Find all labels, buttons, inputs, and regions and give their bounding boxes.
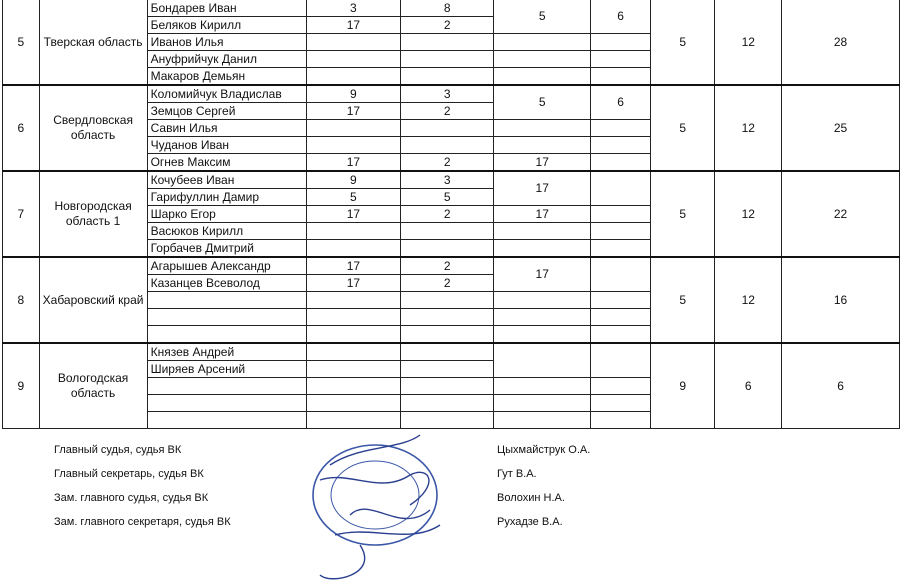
result-c [494, 223, 591, 240]
result-d [591, 137, 651, 154]
result-c [494, 309, 591, 326]
result-b [401, 240, 494, 258]
team-total: 16 [782, 257, 900, 343]
athlete-name: Князев Андрей [147, 343, 306, 361]
results-table [2, 0, 900, 429]
athlete-name: Савин Илья [147, 120, 306, 137]
team-number: 5 [3, 0, 40, 85]
result-a [306, 68, 401, 86]
athlete-name: Ануфрийчук Данил [147, 51, 306, 68]
result-b: 2 [401, 206, 494, 223]
stamp-outer-ring [313, 445, 437, 545]
athlete-name: Коломийчук Владислав [147, 85, 306, 103]
result-c [494, 412, 591, 429]
result-b [401, 309, 494, 326]
result-c [494, 120, 591, 137]
athlete-name: Гарифуллин Дамир [147, 189, 306, 206]
result-c [494, 343, 591, 378]
team-number: 6 [3, 85, 40, 171]
signature-roles [54, 438, 231, 534]
result-a: 17 [306, 154, 401, 172]
result-d [591, 240, 651, 258]
table-row [3, 0, 900, 17]
result-a: 17 [306, 17, 401, 34]
athlete-name [147, 309, 306, 326]
result-d [591, 378, 651, 395]
result-d [591, 51, 651, 68]
team-number: 7 [3, 171, 40, 257]
result-a [306, 223, 401, 240]
result-a: 17 [306, 257, 401, 275]
result-b [401, 223, 494, 240]
result-d [591, 395, 651, 412]
result-c [494, 137, 591, 154]
role-deputy-secretary: Зам. главного секретаря, судья ВК [54, 516, 231, 528]
result-d [591, 34, 651, 51]
team-score: 12 [715, 171, 782, 257]
result-b: 2 [401, 275, 494, 292]
result-a: 5 [306, 189, 401, 206]
result-d [591, 171, 651, 206]
result-b: 2 [401, 103, 494, 120]
result-b: 2 [401, 257, 494, 275]
result-a: 3 [306, 0, 401, 17]
signature-names [497, 438, 590, 534]
result-b [401, 361, 494, 378]
team-score: 6 [715, 343, 782, 429]
result-d [591, 309, 651, 326]
result-c: 5 [494, 0, 591, 34]
result-c: 17 [494, 171, 591, 206]
result-c [494, 51, 591, 68]
team-total: 22 [782, 171, 900, 257]
result-a [306, 309, 401, 326]
result-a [306, 395, 401, 412]
athlete-name: Беляков Кирилл [147, 17, 306, 34]
result-b [401, 378, 494, 395]
name-deputy-secretary: Рухадзе В.А. [497, 516, 563, 528]
team-region: Вологодская область [39, 343, 147, 429]
team-score: 12 [715, 0, 782, 85]
result-b: 2 [401, 17, 494, 34]
result-b: 8 [401, 0, 494, 17]
athlete-name: Бондарев Иван [147, 0, 306, 17]
result-d [591, 412, 651, 429]
athlete-name: Иванов Илья [147, 34, 306, 51]
result-d [591, 68, 651, 86]
official-stamp [290, 425, 480, 585]
result-a [306, 292, 401, 309]
role-deputy-judge: Зам. главного судья, судья ВК [54, 492, 209, 504]
athlete-name: Огнев Максим [147, 154, 306, 172]
result-c: 17 [494, 154, 591, 172]
athlete-name: Васюков Кирилл [147, 223, 306, 240]
name-chief-secretary: Гут В.А. [497, 468, 537, 480]
result-d [591, 206, 651, 223]
team-place: 9 [650, 343, 714, 429]
team-total: 6 [782, 343, 900, 429]
result-d [591, 154, 651, 172]
team-place: 5 [650, 257, 714, 343]
result-d [591, 257, 651, 292]
result-a [306, 137, 401, 154]
athlete-name: Шарко Егор [147, 206, 306, 223]
result-d [591, 343, 651, 378]
result-c [494, 395, 591, 412]
team-number: 8 [3, 257, 40, 343]
result-a: 17 [306, 275, 401, 292]
result-b [401, 34, 494, 51]
result-a: 17 [306, 103, 401, 120]
result-b [401, 343, 494, 361]
result-a [306, 120, 401, 137]
result-d [591, 292, 651, 309]
athlete-name: Казанцев Всеволод [147, 275, 306, 292]
athlete-name [147, 378, 306, 395]
result-c: 17 [494, 257, 591, 292]
result-c [494, 34, 591, 51]
athlete-name: Земцов Сергей [147, 103, 306, 120]
athlete-name: Горбачев Дмитрий [147, 240, 306, 258]
result-a [306, 343, 401, 361]
result-b [401, 120, 494, 137]
result-a [306, 34, 401, 51]
team-region: Новгородская область 1 [39, 171, 147, 257]
athlete-name: Макаров Демьян [147, 68, 306, 86]
result-c: 17 [494, 206, 591, 223]
team-place: 5 [650, 85, 714, 171]
result-a [306, 240, 401, 258]
team-total: 28 [782, 0, 900, 85]
result-a [306, 378, 401, 395]
athlete-name [147, 292, 306, 309]
athlete-name [147, 326, 306, 344]
result-b: 2 [401, 154, 494, 172]
result-c [494, 378, 591, 395]
result-b [401, 51, 494, 68]
result-b [401, 292, 494, 309]
result-b [401, 395, 494, 412]
athlete-name: Ширяев Арсений [147, 361, 306, 378]
result-d: 6 [591, 0, 651, 34]
team-region: Свердловская область [39, 85, 147, 171]
athlete-name: Агарышев Александр [147, 257, 306, 275]
team-place: 5 [650, 171, 714, 257]
name-chief-judge: Цыхмайструк О.А. [497, 444, 591, 456]
team-region: Хабаровский край [39, 257, 147, 343]
result-a [306, 361, 401, 378]
handwritten-signature [320, 435, 440, 579]
table-row [3, 343, 900, 361]
name-deputy-judge: Волохин Н.А. [497, 492, 565, 504]
result-d [591, 120, 651, 137]
result-a: 9 [306, 171, 401, 189]
result-b: 3 [401, 85, 494, 103]
result-d [591, 223, 651, 240]
result-a: 9 [306, 85, 401, 103]
result-d [591, 326, 651, 344]
result-b [401, 326, 494, 344]
athlete-name: Кочубеев Иван [147, 171, 306, 189]
table-row [3, 257, 900, 275]
result-c [494, 326, 591, 344]
result-b [401, 137, 494, 154]
team-place: 5 [650, 0, 714, 85]
team-region: Тверская область [39, 0, 147, 85]
result-a [306, 51, 401, 68]
table-row [3, 85, 900, 103]
result-c [494, 240, 591, 258]
athlete-name: Чуданов Иван [147, 137, 306, 154]
role-chief-secretary: Главный секретарь, судья ВК [54, 468, 204, 480]
result-b: 5 [401, 189, 494, 206]
result-b [401, 68, 494, 86]
result-a [306, 326, 401, 344]
table-row [3, 171, 900, 189]
team-score: 12 [715, 257, 782, 343]
athlete-name [147, 412, 306, 429]
result-d: 6 [591, 85, 651, 120]
role-chief-judge: Главный судья, судья ВК [54, 444, 182, 456]
result-b: 3 [401, 171, 494, 189]
result-c [494, 292, 591, 309]
result-c [494, 68, 591, 86]
result-a: 17 [306, 206, 401, 223]
result-c: 5 [494, 85, 591, 120]
team-total: 25 [782, 85, 900, 171]
athlete-name [147, 395, 306, 412]
team-number: 9 [3, 343, 40, 429]
team-score: 12 [715, 85, 782, 171]
